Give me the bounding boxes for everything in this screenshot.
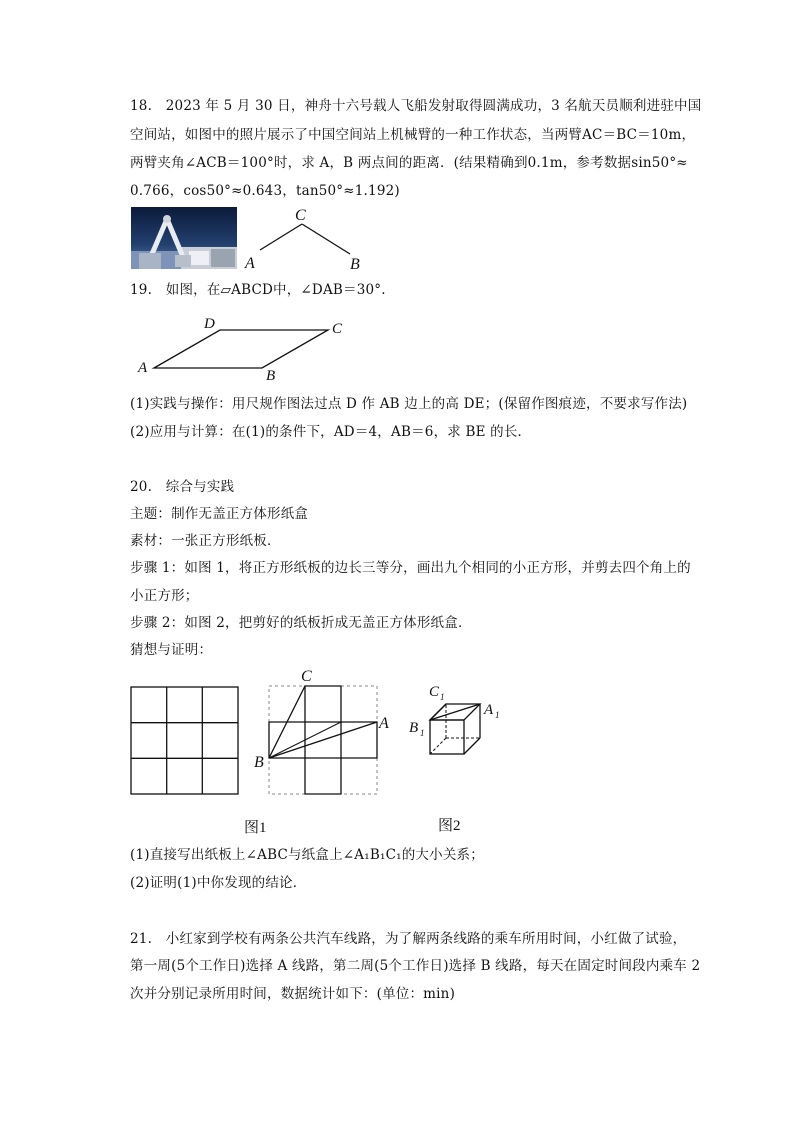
q20-topic: 主题：制作无盖正方体形纸盒 [130,506,309,522]
cube-label-a1-sub: 1 [495,710,500,720]
q20-part-2: (2)证明(1)中你发现的结论． [130,875,307,891]
label-a: A [138,360,148,376]
cube-label-a1: A [484,702,494,718]
figure-2-cube [404,680,516,770]
arm-angle-diagram [240,204,370,274]
net-label-a: A [379,715,389,732]
cube-label-c1-sub: 1 [440,692,445,702]
parallelogram-abcd-diagram [130,312,360,384]
q20-material: 素材：一张正方形纸板． [130,533,281,549]
q21-line-1: 21. 小红家到学校有两条公共汽车线路，为了解两条线路的乘车所用时间，小红做了试验， [130,931,687,947]
q18-line-3: 两臂夹角∠ACB＝100°时，求 A，B 两点间的距离．(结果精确到0.1m，参考数据sin50°≈ [130,155,688,171]
label-c: C [295,207,306,224]
label-b: B [266,368,276,384]
q20-step1-line-2: 小正方形； [130,588,199,604]
cube-label-b1: B [409,720,419,736]
cube-label-b1-sub: 1 [420,728,425,738]
q20-title: 20. 综合与实践 [130,479,235,495]
figure-2-net [250,665,400,800]
q20-step1-line-1: 步骤 1：如图 1，将正方形纸板的边长三等分，画出九个相同的小正方形，并剪去四个角上的 [130,560,691,576]
figure-1-caption: 图1 [244,820,267,836]
figure-1-nine-squares [130,686,240,796]
q20-part-1: (1)直接写出纸板上∠ABC与纸盒上∠A₁B₁C₁的大小关系； [130,847,484,863]
net-label-b: B [254,754,264,771]
q21-line-2: 第一周(5个工作日)选择 A 线路，第二周(5个工作日)选择 B 线路，每天在固定时间段内乘车 2 [130,958,701,974]
q19-part-1: (1)实践与操作：用尺规作图法过点 D 作 AB 边上的高 DE；(保留作图痕迹，不要求写作法) [130,396,688,412]
cube-label-c1: C [429,684,440,700]
label-d: D [204,316,215,332]
space-station-arm-photo [131,207,237,269]
q18-line-1: 18. 2023 年 5 月 30 日，神舟十六号载人飞船发射取得圆满成功，3 名航天员顺利进驻中国 [130,98,702,114]
label-a: A [245,255,255,272]
q21-line-3: 次并分别记录所用时间，数据统计如下：(单位：min) [130,986,456,1002]
q18-line-2: 空间站，如图中的照片展示了中国空间站上机械臂的一种工作状态，当两臂AC＝BC＝10m， [130,127,696,143]
label-c: C [332,321,343,337]
q20-guess: 猜想与证明： [130,642,213,658]
q19-line-1: 19. 如图，在▱ABCD中，∠DAB＝30°. [130,282,386,298]
figure-2-caption: 图2 [438,818,461,834]
net-label-c: C [301,668,312,685]
q20-step2: 步骤 2：如图 2，把剪好的纸板折成无盖正方体形纸盒． [130,615,472,631]
q18-line-4: 0.766，cos50°≈0.643，tan50°≈1.192) [130,183,400,199]
label-b: B [350,256,360,273]
q19-part-2: (2)应用与计算：在(1)的条件下，AD＝4，AB＝6，求 BE 的长． [130,424,532,440]
